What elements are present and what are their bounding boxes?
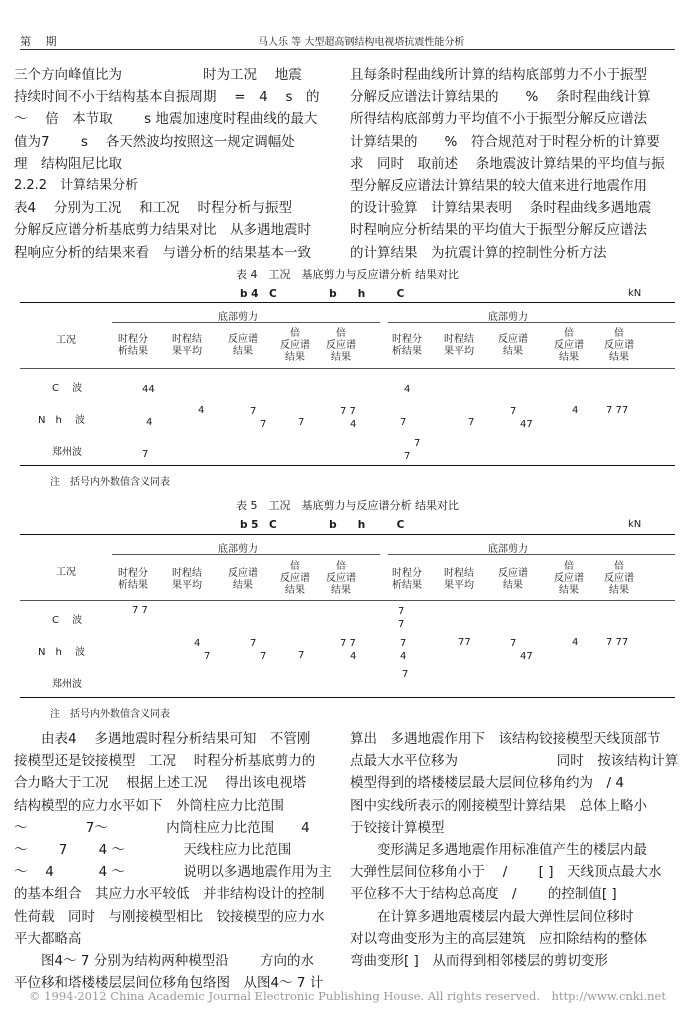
running-head (20, 33, 675, 50)
table5-col-header: 倍 反应谱 结果 (554, 561, 584, 596)
table4-cell: 7 (142, 449, 149, 460)
table4-cell: 7 7 4 (340, 406, 357, 430)
table5-col-header: 反应谱 结果 (228, 568, 258, 591)
table4-row-label: C 波 (52, 383, 83, 394)
table4-row-label: 郑州波 (52, 447, 82, 458)
text-line: 的设计验算 计算结果表明 条时程曲线多遇地震 (350, 200, 652, 217)
text-line: 图4～ 7 分别为结构两种模型沿 方向的水 (14, 953, 315, 970)
copyright-footer: © 1994-2012 China Academic Journal Electronic Publishing House. All rights reserved. http://www.cnki.net (29, 989, 666, 1003)
text-line: 性荷载 同时 与刚接模型相比 铰接模型的应力水 (14, 908, 325, 925)
table4-col-header: 倍 反应谱 结果 (280, 328, 310, 363)
text-line: 的基本组合 其应力水平较低 并非结构设计的控制 (14, 886, 325, 903)
table4-cell: 7 7 (404, 438, 421, 462)
table4-caption: 表 4 工况 基底剪力与反应谱分析 结果对比 (236, 268, 459, 281)
text-line: 计算结果的 % 符合规范对于时程分析的计算要 (350, 133, 660, 150)
table5-group-right: 底部剪力 (488, 544, 528, 555)
text-line: ～ 7～ 内筒柱应力比范围 4 (14, 819, 310, 836)
table5-header-rule (20, 600, 675, 601)
text-line: 程响应分析的结果来看 与谱分析的结果基本一致 (14, 244, 311, 261)
table5-top-rule (20, 534, 675, 535)
table4-col-header: 时程结 果平均 (172, 334, 202, 357)
table4-group-right: 底部剪力 (488, 312, 528, 323)
table4-cell: 4 (572, 405, 579, 416)
text-line: 接模型还是铰接模型 工况 时程分析基底剪力的 (14, 753, 316, 770)
table5-group-rule-right (388, 554, 675, 555)
table4-top-rule (20, 302, 675, 303)
table4-col-header: 时程结 果平均 (444, 334, 474, 357)
table5-col-header: 时程结 果平均 (444, 568, 474, 591)
table4-col-header: 倍 反应谱 结果 (604, 328, 634, 363)
table4-col-header: 反应谱 结果 (498, 334, 528, 357)
table5-cell: 7 4 (400, 638, 407, 662)
table4-col-header: 反应谱 结果 (228, 334, 258, 357)
table4-cell: 7 (400, 417, 407, 428)
text-line: 表4 分别为工况 和工况 时程分析与振型 (14, 200, 292, 217)
text-line: 理 结构阻尼比取 (14, 155, 122, 172)
table5-cell: 7 47 (510, 638, 533, 662)
table4-group-rule-left (112, 322, 380, 323)
table4-col-header: 时程分 析结果 (392, 334, 422, 357)
table5-cell: 7 7 (132, 605, 148, 616)
table5-cell: 7 (402, 669, 409, 680)
text-line: 分解反应谱法计算结果的 % 条时程曲线计算 (350, 89, 651, 106)
table5-group-left: 底部剪力 (218, 544, 258, 555)
table4-cell: 7 47 (510, 406, 533, 430)
table5-condition-header: 工况 (56, 567, 76, 578)
text-line: 且每条时程曲线所计算的结构底部剪力不小于振型 (350, 67, 647, 83)
text-line: 型分解反应谱法计算结果的较大值来进行地震作用 (350, 178, 647, 195)
text-line: 模型得到的塔楼楼层最大层间位移角约为 / 4 (350, 775, 624, 792)
text-line: 平大都略高 (14, 930, 82, 947)
text-line: 算出 多遇地震作用下 该结构铰接模型天线顶部节 (350, 731, 661, 747)
table4-col-header: 倍 反应谱 结果 (326, 328, 356, 363)
text-line: 分解反应谱分析基底剪力结果对比 从多遇地震时 (14, 222, 311, 239)
table4-caption-en: b 4 C b h C (240, 288, 405, 300)
table5-col-header: 时程结 果平均 (172, 568, 202, 591)
table4-header-rule (20, 368, 675, 369)
table5-cell: 7 7 (250, 638, 267, 662)
table4-unit: kN (628, 288, 642, 299)
table4-col-header: 倍 反应谱 结果 (554, 328, 584, 363)
table5-col-header: 倍 反应谱 结果 (326, 561, 356, 596)
text-line: 求 同时 取前述 条地震波计算结果的平均值与振 (350, 155, 665, 172)
text-line: 平位移不大于结构总高度 / 的控制值[ ] (350, 886, 617, 903)
table5-row-label: C 波 (52, 615, 83, 626)
table4-cell: 44 (142, 384, 155, 395)
text-line: 变形满足多遇地震作用标准值产生的楼层内最 (350, 842, 647, 859)
text-line: 合力略大于工况 根据上述工况 得出该电视塔 (14, 775, 307, 792)
table5-col-header: 反应谱 结果 (498, 568, 528, 591)
table4-cell: 4 (404, 384, 411, 395)
table4-cell: 7 77 (606, 405, 629, 416)
table5-col-header: 倍 反应谱 结果 (604, 561, 634, 596)
table5-caption: 表 5 工况 基底剪力与反应谱分析 结果对比 (236, 499, 459, 512)
table4-group-rule-right (388, 322, 675, 323)
table5-cell: 7 7 4 (340, 638, 357, 662)
table4-cell: 4 (198, 405, 205, 416)
text-line: 弯曲变形[ ] 从而得到相邻楼层的剪切变形 (350, 953, 608, 970)
table4-col-header: 时程分 析结果 (118, 334, 148, 357)
table4-cell: 4 (146, 417, 153, 428)
article-running-title: 马人乐 等 大型超高钢结构电视塔抗震性能分析 (258, 37, 465, 48)
text-line: 持续时间不小于结构基本自振周期 = 4 s 的 (14, 89, 320, 106)
table5-note: 注 括号内外数值含义同表 (50, 709, 170, 720)
table5-col-header: 时程分 析结果 (392, 568, 422, 591)
text-line: 三个方向峰值比为 时为工况 地震 (14, 67, 302, 83)
table5-group-rule-left (112, 554, 380, 555)
table5-cell: 7 (298, 650, 305, 661)
table4-bottom-rule (20, 465, 675, 466)
text-line: 图中实线所表示的刚接模型计算结果 总体上略小 (350, 797, 647, 814)
table4-cell: 7 (468, 417, 475, 428)
table4-group-left: 底部剪力 (218, 312, 258, 323)
table4-condition-header: 工况 (56, 335, 76, 346)
text-line: ～ 倍 本节取 s 地震加速度时程曲线的最大 (14, 111, 318, 128)
text-line: 大弹性层间位移角小于 / [ ] 天线顶点最大水 (350, 864, 662, 881)
table4-cell: 7 7 (250, 406, 267, 430)
table5-cell: 4 (572, 637, 579, 648)
upper-right-column (350, 64, 680, 264)
issue-label: 第 期 (20, 35, 57, 48)
table5-row-label: 郑州波 (52, 679, 82, 690)
text-line: 所得结构底部剪力平均值不小于振型分解反应谱法 (350, 111, 647, 128)
lower-right-column (350, 728, 680, 972)
text-line: 值为7 s 各天然波均按照这一规定调幅处 (14, 133, 295, 150)
text-line: 的计算结果 为抗震计算的控制性分析方法 (350, 244, 607, 261)
text-line: 在计算多遇地震楼层内最大弹性层间位移时 (350, 908, 634, 925)
table4-cell: 7 (298, 417, 305, 428)
text-line: ～ 4 4 ～ 说明以多遇地震作用为主 (14, 864, 332, 881)
text-line: ～ 7 4 ～ 天线柱应力比范围 (14, 842, 292, 859)
text-line: 结构模型的应力水平如下 外筒柱应力比范围 (14, 797, 284, 814)
table5-bottom-rule (20, 697, 675, 698)
upper-left-column (14, 64, 334, 264)
table5-row-label: N h 波 (38, 647, 85, 658)
text-line: 对以弯曲变形为主的高层建筑 应扣除结构的整体 (350, 930, 647, 947)
table5-col-header: 倍 反应谱 结果 (280, 561, 310, 596)
text-line: 点最大水平位移为 同时 按该结构计算 (350, 753, 679, 770)
lower-left-column (14, 728, 344, 994)
text-line: 平位移和塔楼楼层层间位移角包络图 从图4～ 7 计 (14, 975, 324, 992)
table5-col-header: 时程分 析结果 (118, 568, 148, 591)
text-line: 于铰接计算模型 (350, 819, 445, 836)
table5-cell: 4 7 (194, 638, 211, 662)
text-line: 由表4 多遇地震时程分析结果可知 不管刚 (14, 731, 311, 747)
table5-unit: kN (628, 519, 642, 530)
table5-caption-en: b 5 C b h C (240, 519, 405, 531)
table4-row-label: N h 波 (38, 415, 85, 426)
section-heading: 2.2.2 计算结果分析 (14, 178, 139, 194)
table4-note: 注 括号内外数值含义同表 (50, 477, 170, 488)
table5-cell: 7 77 (606, 637, 629, 648)
table5-cell: 7 7 (398, 606, 405, 630)
text-line: 时程响应分析结果的平均值大于振型分解反应谱法 (350, 222, 647, 239)
table5-cell: 77 (458, 637, 471, 648)
